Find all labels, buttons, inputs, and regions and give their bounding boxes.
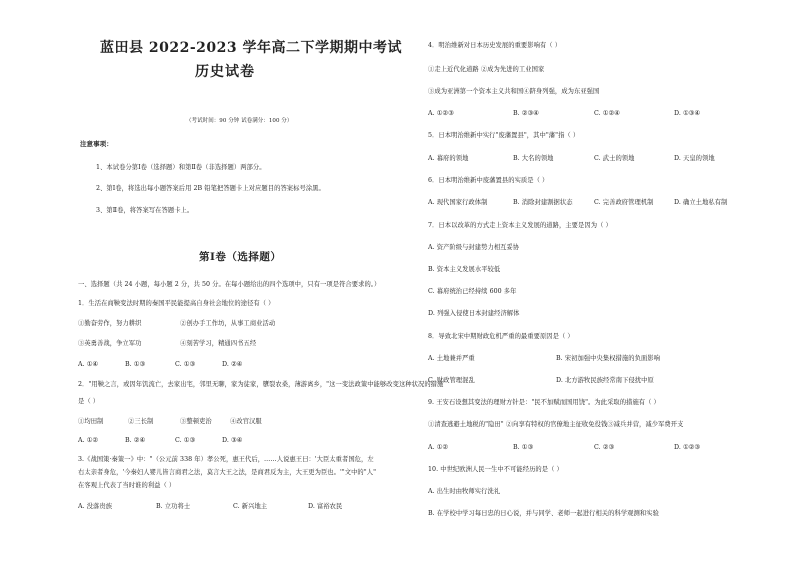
question-1-option-c[interactable]: C. ①③ [175, 361, 196, 368]
question-3-stem: 在客观上代表了当时谁的利益（ ） [78, 482, 176, 489]
question-6-option-d[interactable]: D. 确立土地私有制 [674, 199, 728, 206]
question-5-option-c[interactable]: C. 武士的领地 [594, 155, 635, 162]
question-8-option-c[interactable]: C. 财政管理混乱 [428, 377, 475, 384]
section-intro: 一、选择题（共 24 小题，每小题 2 分，共 50 分。在每小题给出的四个选项中，只有一项是符合要求的。） [78, 281, 381, 288]
question-10-option-b[interactable]: B. 在学校中学习每日忠的日心说，并与同学、老师一起进行相关的科学观测和实验 [428, 510, 659, 517]
question-7-option-d[interactable]: D. 列强入侵使日本封建经济解体 [428, 310, 520, 317]
exam-title: 蓝田县 2022-2023 学年高二下学期期中考试 [100, 40, 402, 56]
question-7-option-c[interactable]: C. 幕府统治已经持续 600 多年 [428, 288, 517, 295]
question-10-stem: 10. 中世纪欧洲人民一生中不可能经历的是（ ） [428, 466, 563, 473]
question-1-stem: 1．生活在商鞅变法时期的秦国平民能提高自身社会地位的途径有（ ） [78, 300, 275, 307]
question-4-item: ①走上近代化道路 ②成为先进的工业国家 [428, 66, 545, 73]
question-2-item: ④改官汉服 [230, 418, 262, 425]
question-4-option-d[interactable]: D. ①③④ [674, 110, 701, 117]
question-2-option-d[interactable]: D. ③④ [222, 437, 243, 444]
question-1-option-b[interactable]: B. ①③ [125, 361, 146, 368]
question-5-option-a[interactable]: A. 幕府的领地 [428, 155, 469, 162]
question-7-stem: 7．日本以改革的方式走上资本主义发展的道路，主要是因为（ ） [428, 222, 612, 229]
question-4-stem: 4．明治维新对日本历史发展的重要影响有（ ） [428, 42, 562, 49]
question-9-item: ①清查逃避土地税的"隐田" ②向享有特权的官僚地主征收免役钱③减兵并营，减少军费开支 [428, 421, 684, 428]
question-5-option-d[interactable]: D. 天皇的领地 [674, 155, 715, 162]
question-4-item: ③成为亚洲第一个资本主义共和国④跻身列强，成为东亚强国 [428, 88, 600, 95]
question-9-option-c[interactable]: C. ②③ [594, 444, 615, 451]
question-5-option-b[interactable]: B. 大名的领地 [513, 155, 554, 162]
question-9-stem: 9. 王安石设想其变法的理财方针是："民不加赋而国用饶"。为此采取的措施有（ ） [428, 399, 660, 406]
question-3-option-c[interactable]: C. 新兴地主 [233, 503, 268, 510]
question-5-stem: 5．日本明治维新中实行"废藩置县"，其中"藩"指（ ） [428, 132, 580, 139]
notice-heading: 注意事项： [80, 140, 113, 148]
question-8-option-d[interactable]: D. 北方游牧民族经常南下侵扰中原 [556, 377, 654, 384]
question-3-option-d[interactable]: D. 富裕农民 [308, 503, 343, 510]
question-3-stem: 3.《战国策·秦策一》中："（公元前 338 年）孝公死，惠王代后，……人说惠王曰：'大臣太重者国危，左 [78, 456, 374, 463]
question-1-item: ②创办手工作坊，从事工商业活动 [180, 320, 276, 327]
question-1-option-d[interactable]: D. ②④ [222, 361, 243, 368]
question-1-option-a[interactable]: A. ①④ [78, 361, 99, 368]
question-2-stem: 是（ ） [78, 398, 100, 405]
question-1-item: ④刻苦学习，精通四书五经 [180, 340, 257, 347]
question-3-option-a[interactable]: A. 没落贵族 [78, 503, 113, 510]
question-2-option-a[interactable]: A. ①② [78, 437, 99, 444]
question-4-option-c[interactable]: C. ①②④ [594, 110, 620, 117]
question-3-stem: 右太亲者身危，'今秦妇人婴儿皆言商君之法，莫言大王之法，是商君反为主，大王更为臣也。'"文中的"人" [78, 469, 377, 476]
question-6-option-b[interactable]: B. 消除封建割据状态 [513, 199, 573, 206]
question-1-item: ③英勇善战，争立军功 [78, 340, 142, 347]
question-3-option-b[interactable]: B. 立功将士 [156, 503, 191, 510]
question-9-option-a[interactable]: A. ①② [428, 444, 449, 451]
question-6-option-c[interactable]: C. 完善政府管理机制 [594, 199, 654, 206]
question-4-option-b[interactable]: B. ②③④ [513, 110, 539, 117]
exam-subject: 历史试卷 [195, 64, 255, 80]
question-10-option-a[interactable]: A. 出生时由牧师实行洗礼 [428, 488, 501, 495]
question-6-option-a[interactable]: A. 现代国家行政体制 [428, 199, 488, 206]
question-2-option-c[interactable]: C. ①③ [175, 437, 196, 444]
notice-item: 2、第Ⅰ卷，将选出每小题答案后用 2B 铅笔把答题卡上对应题目的答案标号涂黑。 [96, 185, 325, 192]
exam-info: （考试时间：90 分钟 试卷满分：100 分） [186, 118, 293, 124]
question-9-option-b[interactable]: B. ①③ [513, 444, 534, 451]
notice-item: 3、第Ⅱ卷，将答案写在答题卡上。 [96, 207, 194, 214]
question-7-option-a[interactable]: A. 资产阶级与封建势力相互妥协 [428, 244, 520, 251]
question-8-option-b[interactable]: B. 宋初加强中央集权措施的负面影响 [556, 355, 660, 362]
notice-item: 1、本试卷分第Ⅰ卷（选择题）和第Ⅱ卷（非选择题）两部分。 [96, 164, 266, 171]
question-2-item: ②三长制 [128, 418, 154, 425]
question-2-item: ①均田制 [78, 418, 104, 425]
question-2-item: ③整顿吏治 [180, 418, 212, 425]
question-7-option-b[interactable]: B. 资本主义发展水平较低 [428, 266, 501, 273]
question-6-stem: 6．日本明治维新中废藩置县的实质是（ ） [428, 177, 549, 184]
question-2-stem: 2．"用鞅之言，或因年饥流亡，去家出宅，邻里无聊，家为徒家，隳裂农桑，薄游离乡，"这一变法政策中能够改变这种状况的措施 [78, 381, 444, 388]
question-8-stem: 8．导致北宋中期财政危机严重的最重要原因是（ ） [428, 333, 574, 340]
section-title: 第Ⅰ卷（选择题） [199, 251, 282, 263]
question-9-option-d[interactable]: D. ①②③ [674, 444, 701, 451]
question-8-option-a[interactable]: A. 土地兼并严重 [428, 355, 475, 362]
question-4-option-a[interactable]: A. ①②③ [428, 110, 454, 117]
question-1-item: ①勤奋劳作，努力耕织 [78, 320, 142, 327]
question-2-option-b[interactable]: B. ②④ [125, 437, 146, 444]
